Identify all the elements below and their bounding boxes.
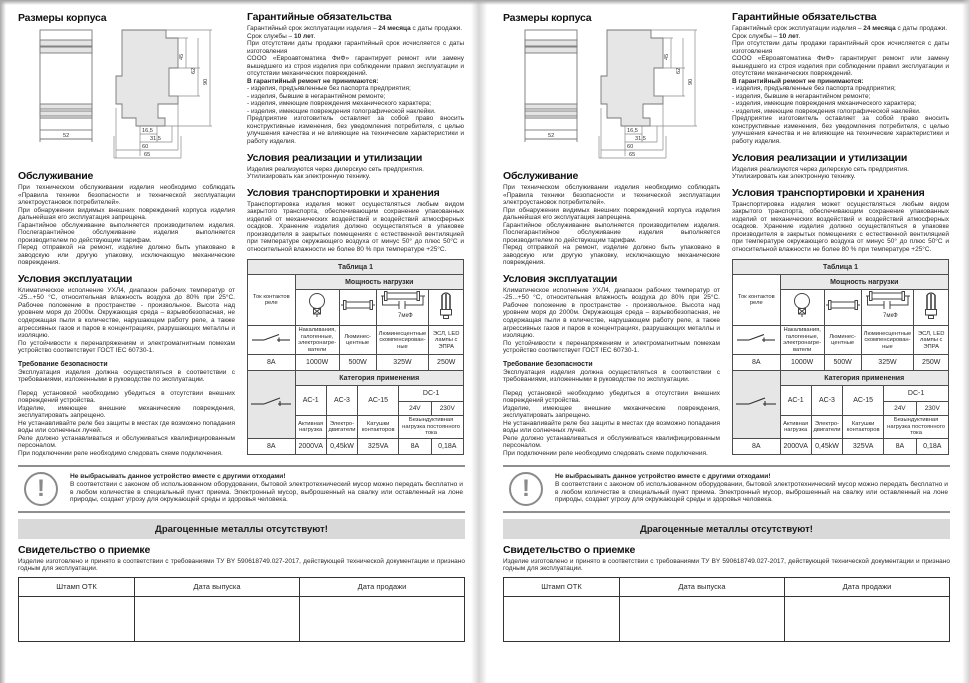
section-title-dimensions: Размеры корпуса (18, 12, 107, 24)
dim-bottom-65: 65 (144, 152, 151, 159)
service-paragraph: Гарантийное обслуживание выполняется производителем изделия. Послегарантийное обслуживание изделия выполняется производителем по действующим тарифам. (503, 221, 720, 244)
relay-contact-icon (733, 371, 781, 438)
category-value: 325VA (843, 438, 884, 454)
service-paragraph: Перед отправкой на ремонт, изделие должно быть упаковано в заводскую или другую упаковку, исключающую механические повреждения. (503, 244, 720, 267)
operating-paragraph: По устойчивости к перенапряжениям и электромагнитным помехам устройство соответствует ГОСТ IEC 60730-1. (503, 339, 720, 355)
warranty-life-text: Срок службы – (247, 32, 294, 40)
realization-paragraph: Изделия реализуются через дилерскую сеть предприятия. (732, 165, 909, 173)
fluorescent-tube-icon (824, 290, 861, 326)
load-label: Накаливания, галогенные, электронагре-ватели (780, 326, 824, 355)
warranty-list-item: - изделия, предъявленные без паспорта предприятия; (247, 85, 411, 93)
safety-paragraph: Перед установкой необходимо убедиться в отсутствии внешних повреждений устройства. (503, 389, 720, 405)
capacitor-label: 7мкФ (397, 313, 413, 320)
dim-side-62: 62 (676, 67, 682, 75)
application-category-table (247, 370, 464, 454)
safety-paragraph: Перед установкой необходимо убедиться в отсутствии внешних повреждений устройства. (18, 389, 235, 405)
section-title-transport: Условия транспортировки и хранения (732, 186, 925, 199)
dim-bottom-31-5: 31,5 (150, 136, 161, 143)
stamp-cell (19, 596, 135, 641)
section-title-realization: Условия реализации и утилизации (732, 151, 908, 164)
load-label: ЭСЛ, LED лампы с ЭПРА (914, 326, 949, 355)
disposal-warning-title: Не выбрасывать данное устройство вместе с другими отходами! (555, 473, 771, 481)
category: AC-15 (843, 386, 884, 416)
fluorescent-tube-compensated-icon (376, 290, 429, 326)
warranty-life-line (247, 33, 464, 41)
service-paragraph: Перед отправкой на ремонт, изделие должно быть упаковано в заводскую или другую упаковку, исключающую механические повреждения. (18, 244, 235, 267)
fluorescent-tube-icon (339, 290, 376, 326)
release-date-cell (619, 596, 784, 641)
load-value: 250W (429, 355, 464, 371)
warranty-not-accepted-title: В гарантийный ремонт не принимаются: (732, 77, 864, 85)
esl-led-lamp-icon (914, 290, 949, 326)
dim-bottom-60: 60 (627, 144, 634, 151)
warranty-term-tail: с даты продажи. (895, 25, 948, 33)
load-label: ЭСЛ, LED лампы с ЭПРА (429, 326, 464, 355)
warranty-term-bold: 24 месяца (863, 25, 896, 33)
dim-side-90: 90 (203, 78, 209, 86)
category: AC-15 (358, 386, 399, 416)
category-label: Безындуктивная нагрузка постоянного тока (884, 416, 949, 438)
category: AC-1 (295, 386, 326, 416)
disposal-warning-block (18, 465, 465, 513)
category-label: Электро-двигатели (811, 416, 842, 438)
section-title-safety: Требование безопасности (503, 360, 593, 368)
warranty-list-item: - изделия, бывшие в негарантийном ремонте; (732, 92, 871, 100)
category-value: 2000VA (295, 438, 326, 454)
category-label: Безындуктивная нагрузка постоянного тока (399, 416, 464, 438)
section-title-safety: Требование безопасности (18, 360, 108, 368)
dim-side-45: 45 (179, 53, 185, 61)
precious-metals-banner: Драгоценные металлы отсутствуют! (503, 519, 950, 539)
realization-paragraph: Утилизировать как электронную технику. (247, 173, 371, 181)
service-paragraph: При обнаружении видимых внешних повреждений корпуса изделия дальнейшая его эксплуатация запрещена. (18, 206, 235, 222)
category-value: 0,18А (916, 438, 948, 454)
section-title-operating: Условия эксплуатации (503, 272, 618, 285)
warranty-term-line (247, 25, 464, 33)
section-title-acceptance: Свидетельство о приемке (503, 543, 636, 556)
category-label: Активная нагрузка (295, 416, 326, 438)
load-value: 325W (861, 355, 914, 371)
warranty-list-item: - изделия, имеющие повреждения голографической наклейки. (247, 107, 436, 115)
warranty-life-line (732, 33, 949, 41)
dim-bottom-60: 60 (142, 144, 149, 151)
safety-paragraph: Изделие, имеющее внешние механические повреждения, эксплуатировать запрещено. (503, 404, 720, 420)
warranty-paragraph: СООО «Евроавтоматика ФиФ» гарантирует ремонт или замену вышедшего из строя изделия при соблюдении правил эксплуатации и отсутствии механических повреждений. (247, 55, 464, 78)
load-power-table (732, 259, 949, 371)
category-value: 0,18А (431, 438, 463, 454)
category-value: 325VA (358, 438, 399, 454)
load-value: 500W (824, 355, 861, 371)
disposal-warning-block (503, 465, 950, 513)
load-label: Люминес-центные (824, 326, 861, 355)
esl-led-lamp-icon (429, 290, 464, 326)
operating-paragraph: Климатическое исполнение УХЛ4, диапазон рабочих температур от -25...+50 °С, относительная влажность воздуха до 80% при 25°С. Рабочее положение в пространстве - произвольное. Высота над уровнем моря до 2000м. Окружающая среда – взрывобезопасная, не содержащая пыли в количестве, нарушающем работу реле, а также агрессивных газов и паров в концентрациях, разрушающих металлы и изоляцию. (18, 286, 235, 340)
relay-contact-icon (733, 326, 781, 355)
dim-bottom-16-5: 16,5 (142, 128, 153, 135)
housing-dimensions-drawing (503, 26, 720, 164)
warranty-not-accepted-title: В гарантийный ремонт не принимаются: (247, 77, 379, 85)
warranty-life-tail: . (798, 32, 801, 40)
acceptance-paragraph: Изделие изготовлено и принято в соответствии с требованиями ТУ BY 590618749.027-2017, действующей технической документации и признано годным для эксплуатации. (18, 557, 465, 573)
safety-paragraph: Эксплуатация изделия должна осуществляться в соответствии с требованиями, изложенными в руководстве по эксплуатации. (18, 368, 235, 384)
section-title-realization: Условия реализации и утилизации (247, 151, 423, 164)
right-column (732, 6, 949, 458)
transport-paragraph: Транспортировка изделия может осуществляться любым видом закрытого транспорта, обеспечивающим сохранение упакованных изделий от механических воздействий и воздействий атмосферных осадков. Хранение изделия должно осуществляться в упаковке производителя в закрытых помещениях с естественной вентиляцией при температуре окружающего воздуха от минус 50° до плюс 50°С и относительной влажности не более 80 % при температуре +25°С. (732, 200, 949, 253)
precious-metals-banner: Драгоценные металлы отсутствуют! (18, 519, 465, 539)
safety-paragraph: Эксплуатация изделия должна осуществляться в соответствии с требованиями, изложенными в руководстве по эксплуатации. (503, 368, 720, 384)
category-value: 0,45kW (811, 438, 842, 454)
disposal-warning-text (70, 473, 463, 504)
stamp-cell (504, 596, 620, 641)
passport-page (485, 0, 970, 683)
load-value: 325W (376, 355, 429, 371)
load-label: Люминесцентные скомпенсирован-ные (861, 326, 914, 355)
warranty-term-text: Гарантийный срок эксплуатации изделия – (732, 25, 864, 33)
load-label: Люминесцентные скомпенсирован-ные (376, 326, 429, 355)
warranty-life-tail: . (313, 32, 316, 40)
warranty-list-item: - изделия, имеющие повреждения голографической наклейки. (732, 107, 921, 115)
dc-voltage: 230V (916, 402, 948, 416)
dc-voltage: 230V (431, 402, 463, 416)
sale-date-cell (299, 596, 464, 641)
dim-side-62: 62 (191, 67, 197, 75)
housing-dimensions-drawing (18, 26, 235, 164)
warranty-term-line (732, 25, 949, 33)
warranty-life-bold: 10 лет (293, 32, 314, 40)
section-title-operating: Условия эксплуатации (18, 272, 133, 285)
acceptance-table (18, 577, 465, 642)
load-value: 250W (914, 355, 949, 371)
section-title-transport: Условия транспортировки и хранения (247, 186, 440, 199)
service-paragraph: При техническом обслуживании изделия необходимо соблюдать «Правила техники безопасности и технической эксплуатации электроустановок потребителей». (503, 184, 720, 207)
safety-paragraph: Изделие, имеющее внешние механические повреждения, эксплуатировать запрещено. (18, 404, 235, 420)
acceptance-col-release-date: Дата выпуска (619, 577, 784, 596)
contact-current: 8А (248, 355, 296, 371)
contact-current: 8А (248, 438, 296, 454)
dc-voltage: 24V (884, 402, 916, 416)
warranty-life-bold: 10 лет (778, 32, 799, 40)
category-label: Электро-двигатели (326, 416, 357, 438)
acceptance-col-sale-date: Дата продажи (299, 577, 464, 596)
dim-front-width: 52 (63, 133, 70, 140)
category: DC-1 (399, 386, 464, 402)
table1-left-header: Ток контактов реле (248, 275, 296, 326)
dc-voltage: 24V (399, 402, 431, 416)
acceptance-col-sale-date: Дата продажи (784, 577, 949, 596)
warranty-term-text: Гарантийный срок эксплуатации изделия – (247, 25, 379, 33)
safety-paragraph: Не устанавливайте реле без защиты в местах где возможно попадания воды или солнечных лучей. (18, 419, 235, 435)
load-value: 500W (339, 355, 376, 371)
dim-side-45: 45 (664, 53, 670, 61)
table1-load-header: Мощность нагрузки (295, 275, 463, 290)
category-label: Активная нагрузка (780, 416, 811, 438)
disposal-warning-title: Не выбрасывать данное устройство вместе с другими отходами! (70, 473, 286, 481)
warranty-paragraph: Предприятие изготовитель оставляет за собой право вносить конструктивные изменения, без уведомления потребителя, с целью улучшения качества и не влияющие на технические характеристики и работу изделия. (247, 115, 464, 145)
operating-paragraph: По устойчивости к перенапряжениям и электромагнитным помехам устройство соответствует ГОСТ IEC 60730-1. (18, 339, 235, 355)
warranty-list-item: - изделия, имеющие повреждения механического характера; (247, 100, 432, 108)
warranty-list-item: - изделия, бывшие в негарантийном ремонте; (247, 92, 386, 100)
dim-bottom-65: 65 (629, 152, 636, 159)
category-value: 0,45kW (326, 438, 357, 454)
acceptance-paragraph: Изделие изготовлено и принято в соответствии с требованиями ТУ BY 590618749.027-2017, действующей технической документации и признано годным для эксплуатации. (503, 557, 950, 573)
warranty-list-item: - изделия, имеющие повреждения механического характера; (732, 100, 917, 108)
category-header: Категория применения (295, 371, 463, 386)
fluorescent-tube-compensated-icon (861, 290, 914, 326)
capacitor-label: 7мкФ (882, 313, 898, 320)
warranty-paragraph: Предприятие изготовитель оставляет за собой право вносить конструктивные изменения, без уведомления потребителя, с целью улучшения качества и не влияющие на технические характеристики и работу изделия. (732, 115, 949, 145)
section-title-warranty: Гарантийные обязательства (247, 11, 392, 23)
service-paragraph: Гарантийное обслуживание выполняется производителем изделия. Послегарантийное обслуживание изделия выполняется производителем по действующим тарифам. (18, 221, 235, 244)
left-column (18, 6, 235, 458)
category-label: Катушки контакторов (843, 416, 884, 438)
category-value: 2000VA (780, 438, 811, 454)
two-column-area (18, 6, 465, 458)
category: AC-1 (780, 386, 811, 416)
table1-caption: Таблица 1 (248, 260, 464, 275)
relay-contact-icon (248, 326, 296, 355)
contact-current: 8А (733, 355, 781, 371)
left-column (503, 6, 720, 458)
safety-paragraph: При подключении реле необходимо следовать схеме подключения. (18, 449, 223, 457)
category-value: 8А (399, 438, 431, 454)
realization-paragraph: Утилизировать как электронную технику. (732, 173, 856, 181)
disposal-warning-paragraph: В соответствии с законом об использованном оборудовании, бытовой электротехнический мусор можно передать бесплатно и в любом количестве в специальный пункт приема. Электронный мусор, выброшенный на свалку или оставленный на лоне природы, создает угрозу для окружающей среды и здоровья человека. (555, 480, 948, 504)
realization-paragraph: Изделия реализуются через дилерскую сеть предприятия. (247, 165, 424, 173)
warranty-paragraph: При отсутствии даты продажи гарантийный срок исчисляется с даты изготовления (247, 40, 464, 55)
category-header: Категория применения (780, 371, 948, 386)
exclamation-circle-icon: ! (24, 472, 58, 506)
section-title-warranty: Гарантийные обязательства (732, 11, 877, 23)
safety-paragraph: Реле должно устанавливаться и обслуживаться квалифицированным персоналом. (18, 434, 235, 450)
exclamation-circle-icon: ! (509, 472, 543, 506)
section-title-dimensions: Размеры корпуса (503, 12, 592, 24)
acceptance-col-stamp: Штамп ОТК (19, 577, 135, 596)
safety-paragraph: При подключении реле необходимо следовать схеме подключения. (503, 449, 708, 457)
warranty-term-bold: 24 месяца (378, 25, 411, 33)
table1-load-header: Мощность нагрузки (780, 275, 948, 290)
acceptance-table (503, 577, 950, 642)
dim-side-90: 90 (688, 78, 694, 86)
acceptance-col-stamp: Штамп ОТК (504, 577, 620, 596)
section-title-service: Обслуживание (503, 170, 579, 183)
incandescent-lamp-icon (295, 290, 339, 326)
warranty-life-text: Срок службы – (732, 32, 779, 40)
contact-current: 8А (733, 438, 781, 454)
table1-left-header: Ток контактов реле (733, 275, 781, 326)
safety-paragraph: Не устанавливайте реле без защиты в местах где возможно попадания воды или солнечных лучей. (503, 419, 720, 435)
two-column-area (503, 6, 950, 458)
acceptance-col-release-date: Дата выпуска (134, 577, 299, 596)
application-category-table (732, 370, 949, 454)
dim-bottom-31-5: 31,5 (635, 136, 646, 143)
safety-paragraph: Реле должно устанавливаться и обслуживаться квалифицированным персоналом. (503, 434, 720, 450)
category: DC-1 (884, 386, 949, 402)
dim-bottom-16-5: 16,5 (627, 128, 638, 135)
load-value: 1000W (780, 355, 824, 371)
right-column (247, 6, 464, 458)
section-title-service: Обслуживание (18, 170, 94, 183)
warranty-list-item: - изделия, предъявленные без паспорта предприятия; (732, 85, 896, 93)
disposal-warning-paragraph: В соответствии с законом об использованном оборудовании, бытовой электротехнический мусор можно передать бесплатно и в любом количестве в специальный пункт приема. Электронный мусор, выброшенный на свалку или оставленный на лоне природы, создает угрозу для окружающей среды и здоровья человека. (70, 480, 463, 504)
disposal-warning-text (555, 473, 948, 504)
sale-date-cell (784, 596, 949, 641)
transport-paragraph: Транспортировка изделия может осуществляться любым видом закрытого транспорта, обеспечивающим сохранение упакованных изделий от механических воздействий и воздействий атмосферных осадков. Хранение изделия должно осуществляться в упаковке производителя в закрытых помещениях с естественной вентиляцией при температуре окружающего воздуха от минус 50° до плюс 50°С и относительной влажности не более 80 % при температуре +25°С. (247, 200, 464, 253)
dim-front-width: 52 (548, 133, 555, 140)
category: AC-3 (326, 386, 357, 416)
section-title-acceptance: Свидетельство о приемке (18, 543, 151, 556)
warranty-paragraph: СООО «Евроавтоматика ФиФ» гарантирует ремонт или замену вышедшего из строя изделия при соблюдении правил эксплуатации и отсутствии механических повреждений. (732, 55, 949, 78)
service-paragraph: При обнаружении видимых внешних повреждений корпуса изделия дальнейшая его эксплуатация запрещена. (503, 206, 720, 222)
load-label: Накаливания, галогенные, электронагре-ватели (295, 326, 339, 355)
load-label: Люминес-центные (339, 326, 376, 355)
warranty-paragraph: При отсутствии даты продажи гарантийный срок исчисляется с даты изготовления (732, 40, 949, 55)
load-value: 1000W (295, 355, 339, 371)
incandescent-lamp-icon (780, 290, 824, 326)
warranty-term-tail: с даты продажи. (410, 25, 463, 33)
table1-caption: Таблица 1 (733, 260, 949, 275)
load-power-table (247, 259, 464, 371)
relay-contact-icon (248, 371, 296, 438)
service-paragraph: При техническом обслуживании изделия необходимо соблюдать «Правила техники безопасности и технической эксплуатации электроустановок потребителей». (18, 184, 235, 207)
category: AC-3 (811, 386, 842, 416)
release-date-cell (134, 596, 299, 641)
category-label: Катушки контакторов (358, 416, 399, 438)
category-value: 8А (884, 438, 916, 454)
operating-paragraph: Климатическое исполнение УХЛ4, диапазон рабочих температур от -25...+50 °С, относительная влажность воздуха до 80% при 25°С. Рабочее положение в пространстве - произвольное. Высота над уровнем моря до 2000м. Окружающая среда – взрывобезопасная, не содержащая пыли в количестве, нарушающем работу реле, а также агрессивных газов и паров в концентрациях, разрушающих металлы и изоляцию. (503, 286, 720, 340)
